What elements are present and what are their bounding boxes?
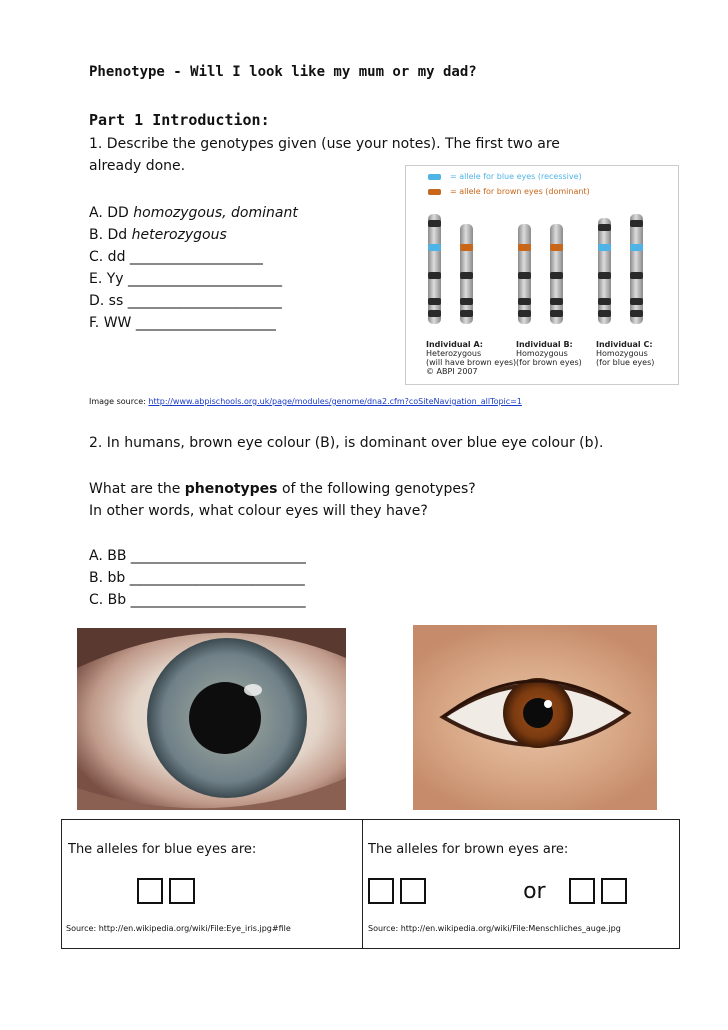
chromosome-c2 <box>630 214 643 324</box>
chromosome-diagram <box>405 165 679 385</box>
brown-eye-photo <box>413 625 657 810</box>
page-title: Phenotype - Will I look like my mum or my dad? <box>89 64 477 80</box>
genotype-item-f: F. WW ____________________ <box>89 315 276 331</box>
alleles-table <box>61 819 680 949</box>
part2-question-line2: In other words, what colour eyes will they have? <box>89 503 428 519</box>
key-brown-label: = allele for brown eyes (dominant) <box>450 187 590 196</box>
genotype-blank-d[interactable]: ______________________ <box>127 293 282 309</box>
genotype-blank-f[interactable]: ____________________ <box>135 315 276 331</box>
image-source-link[interactable]: http://www.abpischools.org.uk/page/modules/genome/dna2.cfm?coSiteNavigation_allTopic=1 <box>148 397 522 406</box>
brown-eye-source: Source: http://en.wikipedia.org/wiki/File:Menschliches_auge.jpg <box>368 924 621 933</box>
genotype-item-c: C. dd ___________________ <box>89 249 263 265</box>
genotype-blank-c[interactable]: ___________________ <box>129 249 263 265</box>
table-divider <box>362 820 363 948</box>
phenotype-item-c: C. Bb _________________________ <box>89 592 306 608</box>
genotype-list <box>89 202 298 334</box>
individual-b-caption: Individual B: Homozygous (for brown eyes) <box>516 340 582 367</box>
blue-allele-swatch <box>428 174 441 180</box>
individual-c-caption: Individual C: Homozygous (for blue eyes) <box>596 340 655 367</box>
or-text: or <box>523 878 546 904</box>
key-blue-label: = allele for blue eyes (recessive) <box>450 172 582 181</box>
brown-allele-box-2[interactable] <box>400 878 426 904</box>
phenotype-blank-a[interactable]: _________________________ <box>130 548 306 564</box>
phenotype-blank-b[interactable]: _________________________ <box>129 570 305 586</box>
genotype-answer-b: heterozygous <box>131 227 227 243</box>
part1-instruction-line1: 1. Describe the genotypes given (use your notes). The first two are <box>89 136 560 152</box>
phenotypes-term: phenotypes <box>184 481 278 497</box>
chromosome-a1 <box>428 214 441 324</box>
genotype-item-b: B. Dd heterozygous <box>89 227 227 243</box>
blue-allele-box-2[interactable] <box>169 878 195 904</box>
blue-eye-source: Source: http://en.wikipedia.org/wiki/File:Eye_iris.jpg#file <box>66 924 291 933</box>
phenotype-list <box>89 545 306 611</box>
blue-alleles-heading: The alleles for blue eyes are: <box>68 842 257 857</box>
brown-alleles-heading: The alleles for brown eyes are: <box>368 842 569 857</box>
brown-allele-boxes <box>368 878 633 904</box>
brown-allele-swatch <box>428 189 441 195</box>
blue-allele-box-1[interactable] <box>137 878 163 904</box>
phenotype-blank-c[interactable]: _________________________ <box>130 592 306 608</box>
brown-allele-box-4[interactable] <box>601 878 627 904</box>
chromosome-a2 <box>460 224 473 324</box>
genotype-item-d: D. ss ______________________ <box>89 293 282 309</box>
part2-statement: 2. In humans, brown eye colour (B), is dominant over blue eye colour (b). <box>89 435 604 451</box>
image-source: Image source: http://www.abpischools.org.uk/page/modules/genome/dna2.cfm?coSiteNavigation_allTopic=1 <box>89 397 522 406</box>
chromosome-c1 <box>598 218 611 324</box>
phenotype-item-b: B. bb _________________________ <box>89 570 305 586</box>
part1-instruction-line2: already done. <box>89 158 186 174</box>
brown-allele-box-3[interactable] <box>569 878 595 904</box>
blue-allele-boxes <box>137 878 201 904</box>
chromosome-b1 <box>518 224 531 324</box>
chromosome-b2 <box>550 224 563 324</box>
part2-question-line1: What are the phenotypes of the following genotypes? <box>89 481 476 497</box>
brown-allele-box-1[interactable] <box>368 878 394 904</box>
phenotype-item-a: A. BB _________________________ <box>89 548 306 564</box>
genotype-item-e: E. Yy ______________________ <box>89 271 283 287</box>
part1-heading: Part 1 Introduction: <box>89 111 270 129</box>
genotype-item-a: A. DD homozygous, dominant <box>89 205 298 221</box>
individual-a-caption: Individual A: Heterozygous (will have brown eyes) © ABPI 2007 <box>426 340 517 376</box>
blue-eye-photo <box>77 628 346 810</box>
genotype-answer-a: homozygous, dominant <box>133 205 298 221</box>
genotype-blank-e[interactable]: ______________________ <box>128 271 283 287</box>
